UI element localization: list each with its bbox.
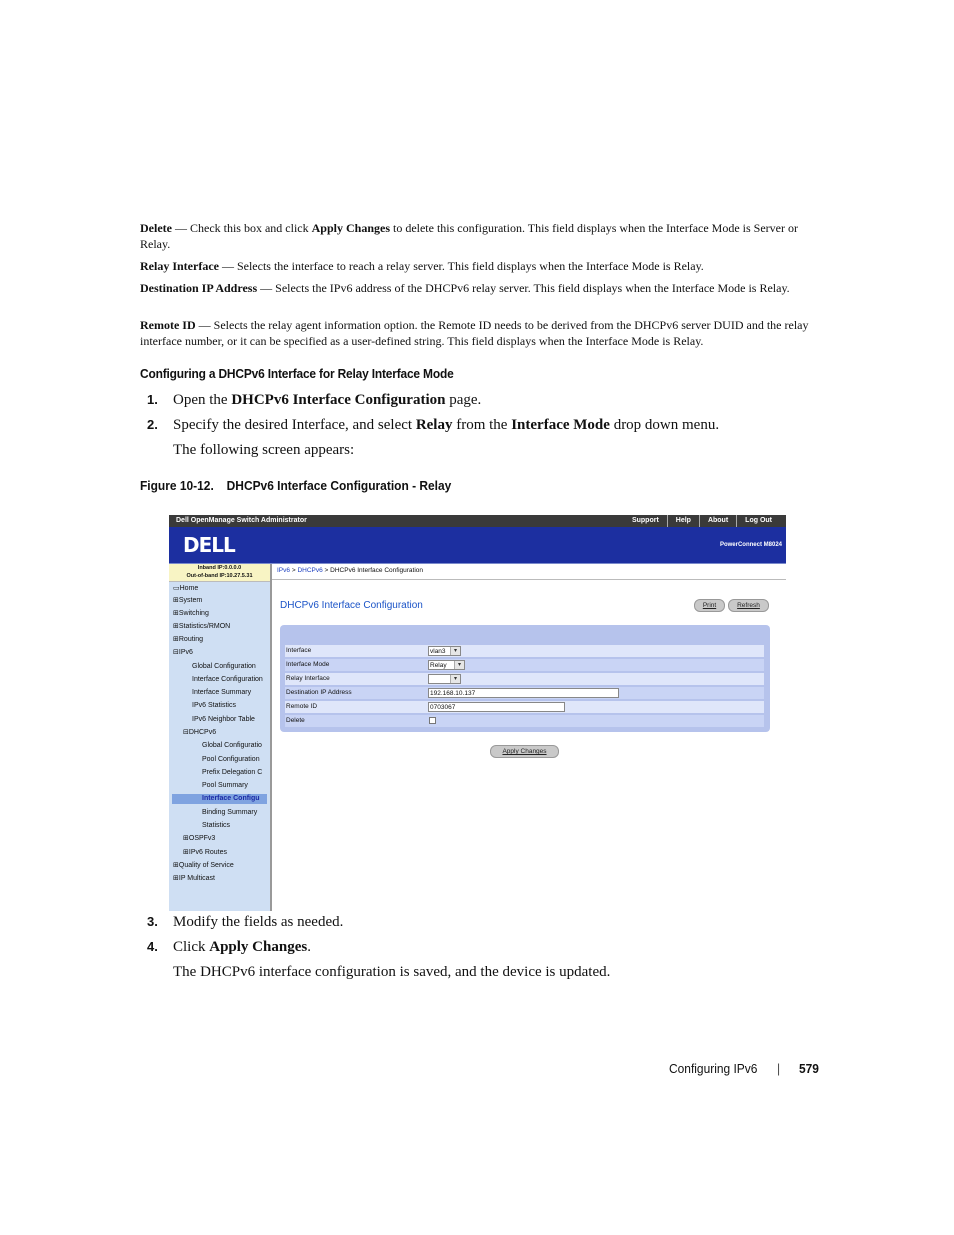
tree-item[interactable]: ⊞Statistics/RMON: [173, 623, 231, 630]
expand-icon: ⊞: [173, 597, 179, 604]
destination-ip-label: Destination IP Address: [286, 689, 352, 696]
interface-row: [285, 645, 764, 657]
interface-mode-row: [285, 659, 764, 671]
apply-changes-button[interactable]: Apply Changes: [490, 745, 559, 758]
top-bar: [169, 515, 786, 527]
help-link[interactable]: Help: [667, 515, 699, 527]
relay-interface-select[interactable]: [428, 674, 461, 684]
destination-ip-row: [285, 687, 764, 699]
tree-item[interactable]: ⊟DHCPv6: [183, 729, 217, 736]
expand-icon: ⊞: [173, 875, 179, 882]
breadcrumb-divider: [272, 579, 786, 580]
tree-item[interactable]: IPv6 Statistics: [192, 702, 236, 709]
tree-item[interactable]: Pool Summary: [202, 782, 248, 789]
remote-id-description: Remote ID — Selects the relay agent information option. the Remote ID needs to be derived from the DHCPv6 server DUID and the relay interface number, or it can be specified as a user-defined string. This field displays when the Interface Mode is Relay.: [140, 318, 809, 348]
tree-item[interactable]: Interface Summary: [192, 689, 252, 696]
figure-caption: Figure 10-12. DHCPv6 Interface Configuration - Relay: [140, 478, 452, 493]
model-name: PowerConnect M8024: [719, 542, 782, 548]
screenshot-figure: [169, 515, 786, 911]
tree-item[interactable]: ⊞Routing: [173, 636, 204, 643]
dell-logo: DELL: [183, 533, 235, 557]
about-link[interactable]: About: [699, 515, 736, 527]
nav-sidebar: [169, 564, 272, 911]
tree-item[interactable]: Statistics: [202, 822, 231, 829]
section-heading: Configuring a DHCPv6 Interface for Relay Interface Mode: [140, 366, 454, 381]
remote-id-input[interactable]: 0703067: [428, 702, 565, 712]
destination-ip-description: Destination IP Address — Selects the IPv6 address of the DHCPv6 relay server. This field displays when the Interface Mode is Relay.: [140, 281, 790, 295]
tree-item-selected[interactable]: Interface Configu: [172, 794, 267, 804]
breadcrumb-current: DHCPv6 Interface Configuration: [330, 567, 424, 574]
delete-checkbox[interactable]: [429, 717, 436, 724]
app-title: Dell OpenManage Switch Administrator: [176, 517, 307, 524]
expand-icon: ⊞: [173, 623, 179, 630]
tree-item[interactable]: ⊟IPv6: [173, 649, 193, 656]
print-button[interactable]: Print: [694, 599, 725, 612]
collapse-icon: ⊟: [183, 729, 189, 736]
page-title: DHCPv6 Interface Configuration: [280, 600, 423, 611]
destination-ip-input[interactable]: 192.168.10.137: [428, 688, 619, 698]
inband-ip: Inband IP:0.0.0.0: [197, 565, 242, 571]
breadcrumb-ipv6[interactable]: IPv6: [277, 567, 291, 574]
ip-info: [169, 564, 270, 582]
refresh-button[interactable]: Refresh: [728, 599, 769, 612]
interface-mode-select[interactable]: Relay ▾: [428, 660, 465, 670]
breadcrumb: IPv6 > DHCPv6 > DHCPv6 Interface Configuration: [277, 567, 424, 574]
chevron-down-icon: ▾: [450, 647, 460, 655]
header-banner: [169, 527, 786, 563]
tree-item[interactable]: Global Configuratio: [202, 742, 262, 749]
chevron-down-icon: ▾: [454, 661, 464, 669]
tree-item[interactable]: Interface Configuration: [192, 676, 263, 683]
expand-icon: ⊞: [173, 862, 179, 869]
tree-item[interactable]: Global Configuration: [192, 663, 256, 670]
expand-icon: ⊞: [183, 835, 189, 842]
top-links: [624, 515, 780, 527]
expand-icon: ⊞: [173, 636, 179, 643]
tree-item[interactable]: ⊞OSPFv3: [183, 835, 216, 842]
delete-label: Delete: [286, 717, 305, 724]
tree-item[interactable]: ▭Home: [173, 585, 199, 592]
delete-description: Delete — Check this box and click Apply Changes to delete this configuration. This field displays when the Interface Mode is Server or Relay.: [140, 221, 798, 251]
page-number: 579: [799, 1061, 819, 1076]
tree-item[interactable]: Binding Summary: [202, 809, 258, 816]
relay-interface-row: [285, 673, 764, 685]
relay-interface-description: Relay Interface — Selects the interface to reach a relay server. This field displays when the Interface Mode is Relay.: [140, 259, 704, 273]
collapse-icon: ⊟: [173, 649, 179, 656]
interface-mode-label: Interface Mode: [286, 661, 330, 668]
footer-separator: |: [777, 1061, 781, 1076]
tree-item[interactable]: Prefix Delegation C: [202, 769, 263, 776]
tree-item[interactable]: ⊞Quality of Service: [173, 862, 234, 869]
chevron-down-icon: ▾: [450, 675, 460, 683]
footer-section: Configuring IPv6: [669, 1061, 758, 1076]
logout-link[interactable]: Log Out: [736, 515, 780, 527]
config-panel: [280, 625, 770, 732]
home-icon: ▭: [173, 585, 180, 592]
delete-row: [285, 715, 764, 727]
remote-id-row: [285, 701, 764, 713]
saved-note: The DHCPv6 interface configuration is saved, and the device is updated.: [173, 964, 611, 980]
expand-icon: ⊞: [173, 610, 179, 617]
support-link[interactable]: Support: [631, 517, 659, 524]
remote-id-label: Remote ID: [286, 703, 318, 710]
interface-select[interactable]: vlan3 ▾: [428, 646, 461, 656]
tree-item[interactable]: IPv6 Neighbor Table: [192, 716, 255, 723]
interface-label: Interface: [286, 647, 312, 654]
following-screen-note: The following screen appears:: [173, 442, 355, 458]
expand-icon: ⊞: [183, 849, 189, 856]
oob-ip: Out-of-band IP:10.27.5.31: [186, 573, 253, 579]
tree-item[interactable]: ⊞System: [173, 597, 203, 604]
tree-item[interactable]: ⊞IPv6 Routes: [183, 849, 228, 856]
breadcrumb-dhcpv6[interactable]: DHCPv6: [297, 567, 323, 574]
relay-interface-label: Relay Interface: [286, 675, 330, 682]
tree-item[interactable]: ⊞IP Multicast: [173, 875, 215, 882]
tree-item[interactable]: Pool Configuration: [202, 756, 260, 763]
tree-item[interactable]: ⊞Switching: [173, 610, 209, 617]
